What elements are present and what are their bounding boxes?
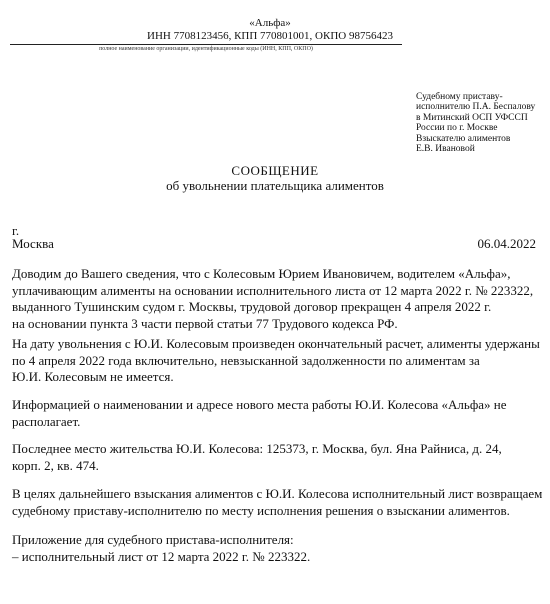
organization-caption: полное наименование организации, идентификационные коды (ИНН, КПП, ОКПО): [99, 46, 313, 52]
paragraph-line: выданного Тушинским судом г. Москвы, трудовой договор прекращен 4 апреля 2022 г.: [12, 299, 492, 314]
paragraph-line: Информацией о наименовании и адресе нового места работы Ю.И. Колесова «Альфа» не: [12, 397, 507, 412]
paragraph-line: корп. 2, кв. 474.: [12, 457, 99, 473]
paragraph-line: – исполнительный лист от 12 марта 2022 г. № 223322.: [12, 548, 311, 564]
paragraph-line: располагает.: [12, 413, 81, 429]
paragraph-line: Доводим до Вашего сведения, что с Колесовым Юрием Ивановичем, водителем «Альфа»,: [12, 266, 511, 281]
place-city: Москва: [12, 236, 54, 251]
organization-name: «Альфа»: [249, 17, 291, 29]
paragraph-line: Ю.И. Колесовым не имеется.: [12, 369, 174, 384]
addressee-line: Судебному приставу-: [416, 92, 503, 102]
paragraph-line: на основании пункта 3 части первой статьи 77 Трудового кодекса РФ.: [12, 315, 398, 331]
document-date: 06.04.2022: [477, 236, 536, 251]
place-prefix: г.: [12, 223, 20, 238]
paragraph-line: судебному приставу-исполнителю по месту исполнения решения о взыскании алиментов.: [12, 502, 510, 518]
addressee-line: Е.В. Ивановой: [416, 144, 475, 155]
paragraph-line: На дату увольнения с Ю.И. Колесовым произведен окончательный расчет, алименты удержаны: [12, 336, 540, 351]
addressee-line: исполнителю П.А. Беспалову: [416, 102, 536, 113]
organization-underline: [10, 44, 402, 45]
paragraph-attachment: [12, 532, 310, 565]
paragraph-line: Приложение для судебного пристава-исполнителя:: [12, 532, 294, 547]
paragraph-dismissal-notice: [12, 266, 533, 332]
document-title: СООБЩЕНИЕ: [231, 163, 319, 178]
paragraph-line: по 4 апреля 2022 года включительно, невзысканной задолженности по алиментам за: [12, 352, 480, 368]
paragraph-new-employer: [12, 397, 507, 430]
paragraph-line: уплачивающим алименты на основании исполнительного листа от 12 марта 2022 г. № 223322,: [12, 282, 534, 298]
addressee-line: России по г. Москве: [416, 123, 498, 134]
paragraph-last-residence: [12, 441, 502, 474]
document-subtitle: об увольнении плательщика алиментов: [166, 178, 384, 193]
addressee-line: в Митинский ОСП УФССП: [416, 112, 528, 123]
organization-codes: ИНН 7708123456, КПП 770801001, ОКПО 98756423: [147, 30, 393, 42]
paragraph-final-settlement: [12, 336, 540, 386]
paragraph-line: Последнее место жительства Ю.И. Колесова: 125373, г. Москва, бул. Яна Райниса, д. 24,: [12, 441, 502, 456]
addressee-line: Взыскателю алиментов: [416, 133, 511, 144]
paragraph-line: В целях дальнейшего взыскания алиментов с Ю.И. Колесова исполнительный лист возвращаем: [12, 486, 543, 501]
paragraph-return-writ: [12, 486, 542, 519]
addressee-block: [416, 92, 535, 154]
